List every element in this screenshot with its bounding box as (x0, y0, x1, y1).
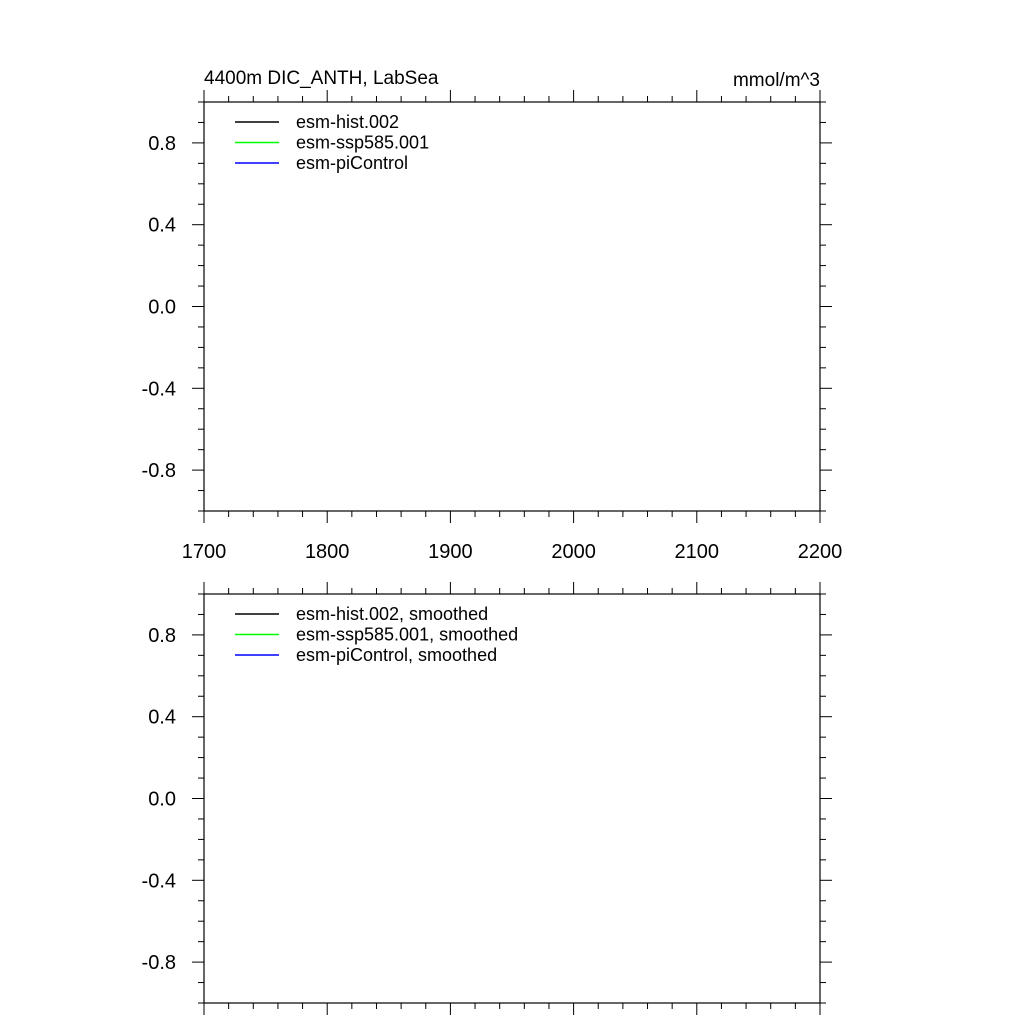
x-tick-label: 1800 (304, 541, 350, 563)
panel-title: 4400m DIC_ANTH, LabSea (204, 68, 439, 89)
units-label: mmol/m^3 (732, 70, 820, 91)
panel-bottom (142, 582, 832, 1015)
legend-entry: esm-hist.002 (296, 112, 400, 132)
legend (235, 604, 518, 665)
y-tick-label: 0.0 (148, 788, 176, 811)
x-tick-label: 1900 (428, 541, 473, 563)
y-tick-label: 0.4 (148, 214, 176, 237)
y-tick-label: 0.4 (148, 706, 176, 729)
legend-entry: esm-ssp585.001 (296, 132, 430, 153)
y-tick-label: 0.0 (148, 296, 176, 319)
x-tick-label: 2200 (797, 541, 843, 563)
y-tick-label: 0.8 (148, 132, 176, 155)
panel-top (142, 68, 843, 563)
x-tick-label: 2000 (551, 541, 596, 563)
x-tick-label: 2100 (674, 541, 720, 563)
legend-entry: esm-ssp585.001, smoothed (296, 624, 519, 645)
y-tick-label: -0.8 (141, 952, 176, 975)
legend-entry: esm-hist.002, smoothed (296, 604, 489, 624)
y-tick-label: 0.8 (148, 624, 176, 647)
legend-entry: esm-piControl (296, 153, 409, 173)
y-tick-label: -0.4 (141, 378, 176, 401)
y-tick-label: -0.4 (141, 870, 176, 893)
x-tick-label: 1700 (181, 541, 227, 563)
y-tick-label: -0.8 (141, 460, 176, 483)
legend (235, 112, 429, 173)
legend-entry: esm-piControl, smoothed (296, 645, 498, 665)
